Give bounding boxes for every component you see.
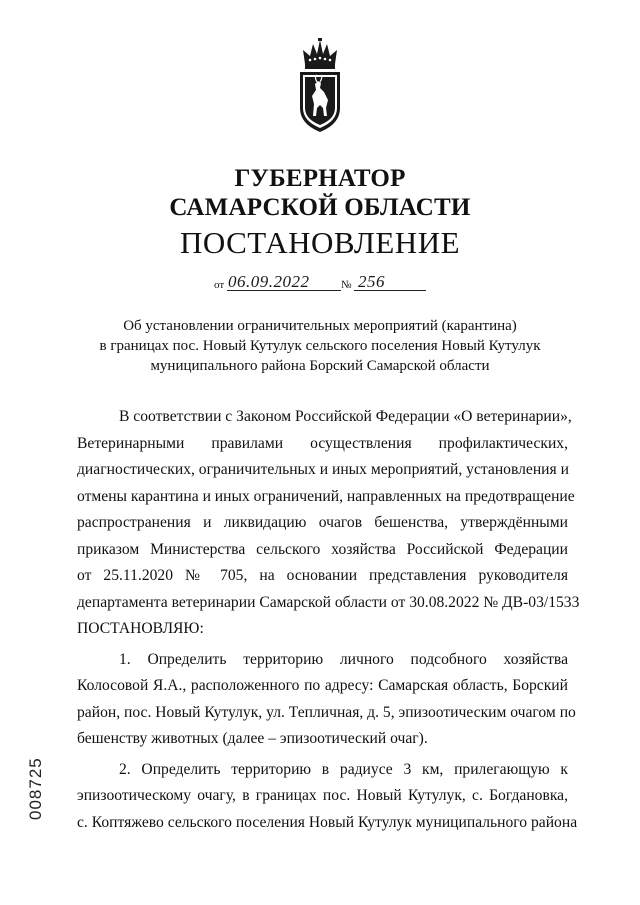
issuer-title-line2: САМАРСКОЙ ОБЛАСТИ: [169, 194, 471, 221]
body-line: департамента ветеринарии Самарской области от 30.08.2022 № ДВ-03/1533: [77, 593, 580, 611]
body-line: В соответствии с Законом Российской Федерации «О ветеринарии»,: [119, 408, 572, 425]
body-line: ПОСТАНОВЛЯЮ:: [77, 620, 204, 637]
issuer-title-line1: ГУБЕРНАТОР: [234, 165, 406, 192]
document-subject: [60, 316, 580, 376]
subject-line: Об установлении ограничительных мероприятий (карантина): [123, 318, 517, 334]
body-line: отмены карантина и иных ограничений, направленных на предотвращение: [77, 487, 575, 505]
coat-of-arms-emblem: [293, 38, 347, 134]
body-line: приказом Министерства сельского хозяйства Российской Федерации: [77, 540, 568, 558]
body-line: диагностических, ограничительных и иных мероприятий, установления и: [77, 461, 569, 478]
number-prefix: №: [341, 279, 352, 291]
document-body: [77, 404, 580, 836]
document-type: ПОСТАНОВЛЕНИЕ: [179, 225, 461, 260]
handwritten-number: 256: [358, 272, 385, 291]
body-line: 2. Определить территорию в радиусе 3 км, прилегающую к: [119, 760, 568, 778]
subject-line: муниципального района Борский Самарской области: [150, 358, 490, 374]
subject-line: в границах пос. Новый Кутулук сельского поселения Новый Кутулук: [99, 338, 541, 354]
body-line: 1. Определить территорию личного подсобного хозяйства: [119, 650, 568, 668]
body-line: от 25.11.2020 № 705, на основании представления руководителя: [77, 567, 568, 584]
date-prefix: от: [214, 279, 225, 291]
body-line: бешенству животных (далее – эпизоотический очаг).: [77, 730, 428, 747]
body-line: распространения и ликвидацию очагов бешенства, утверждёнными: [77, 514, 568, 531]
body-line: Колосовой Я.А., расположенного по адресу: Самарская область, Борский: [77, 677, 568, 694]
body-line: Ветеринарными правилами осуществления профилактических,: [77, 434, 568, 452]
side-serial-number: 008725: [26, 757, 45, 820]
body-line: эпизоотическому очагу, в границах пос. Новый Кутулук, с. Богдановка,: [77, 787, 568, 804]
handwritten-date: 06.09.2022: [228, 272, 310, 291]
body-line: район, пос. Новый Кутулук, ул. Тепличная, д. 5, эпизоотическим очагом по: [77, 703, 576, 721]
body-line: с. Коптяжево сельского поселения Новый Кутулук муниципального района: [77, 813, 578, 831]
